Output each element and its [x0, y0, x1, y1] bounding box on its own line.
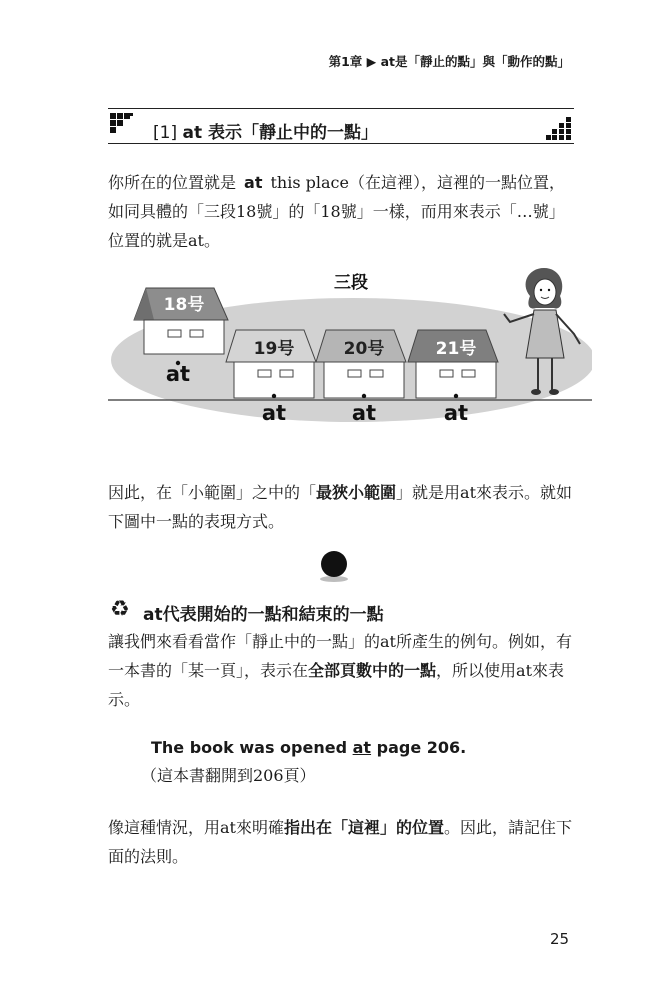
example-translation: （這本書翻開到206頁）: [141, 766, 316, 785]
house-label: 19号: [253, 339, 295, 359]
para1-at-bold: at: [244, 173, 263, 192]
section-rule-top: [108, 108, 574, 109]
para2-text-1: 因此，在「小範圍」之中的「: [108, 483, 317, 502]
district-label: 三段: [334, 273, 368, 293]
para4-text-1: 像這種情況，用at來明確: [108, 818, 284, 837]
para3-text-2: ，所以使用at來表示。: [108, 661, 565, 709]
running-header: 第1章 ▶ at是「靜止的點」與「動作的點」: [328, 54, 570, 69]
example-text-after: page 206.: [371, 738, 467, 757]
para4-text-2: 。因此，請記住下面的法則。: [108, 818, 573, 866]
house-label: 21号: [435, 339, 477, 359]
para3-emphasis: 全部頁數中的一點: [308, 661, 437, 680]
para2-text-2: 」就是用at來表示。就如下圖中一點的表現方式。: [108, 483, 573, 531]
at-label: at: [165, 362, 191, 386]
paragraph-1: [108, 168, 578, 255]
recycle-icon: ♻: [110, 597, 130, 622]
at-label: at: [443, 401, 469, 425]
house-20: [316, 330, 406, 398]
house-label: 18号: [163, 295, 205, 315]
house-21: [408, 330, 498, 398]
example-at: at: [352, 738, 372, 757]
at-dot: [272, 394, 276, 398]
bracket-deco-icon: [546, 117, 572, 141]
subsection-title: at代表開始的一點和結束的一點: [143, 605, 384, 625]
section-rule-bottom: [108, 143, 574, 144]
example-sentence-en: [151, 738, 466, 757]
section-number: [1]: [153, 123, 178, 143]
section-title-text: at 表示「靜止中的一點」: [182, 123, 379, 143]
para4-emphasis: 指出在「這裡」的位置: [283, 818, 444, 837]
house-19: [226, 330, 316, 398]
para1-text-2: this place（在這裡），這裡的一點位置，如同具體的「三段18號」的「18號」一樣，而用來表示「…號」位置的就是at。: [108, 173, 565, 250]
page-number: 25: [550, 930, 570, 948]
address-illustration: [108, 262, 592, 430]
example-text-before: The book was opened: [151, 738, 353, 757]
at-label: at: [351, 401, 377, 425]
para2-emphasis: 最狹小範圍: [316, 483, 397, 502]
point-dot: [314, 550, 354, 584]
paragraph-3: [108, 627, 578, 714]
at-dot: [362, 394, 366, 398]
paragraph-4: [108, 813, 578, 871]
at-dot: [454, 394, 458, 398]
bracket-deco-icon: [110, 113, 134, 139]
para1-text-1: 你所在的位置就是: [108, 173, 237, 192]
section-title: [153, 118, 378, 143]
house-label: 20号: [343, 339, 385, 359]
para3-text-1: 讓我們來看看當作「靜止中的一點」的at所產生的例句。例如，有一本書的「某一頁」，表示在: [108, 632, 572, 680]
at-label: at: [261, 401, 287, 425]
house-18: [134, 288, 228, 354]
paragraph-2: [108, 478, 578, 536]
